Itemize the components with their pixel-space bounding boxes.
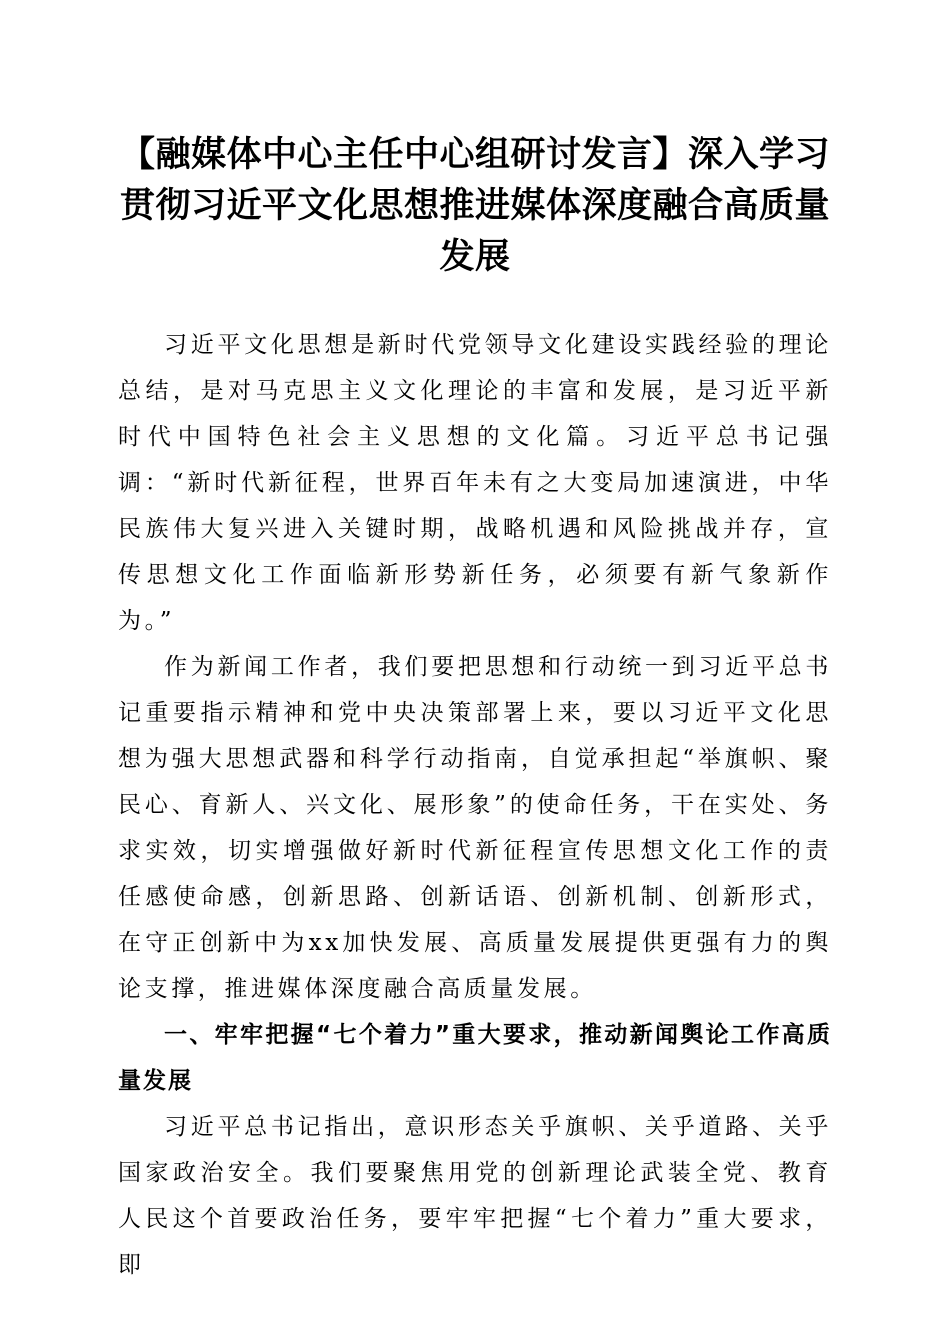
document-body [118, 322, 832, 1288]
body-paragraph-intro: 习近平文化思想是新时代党领导文化建设实践经验的理论总结，是对马克思主义文化理论的丰富和发展，是习近平新时代中国特色社会主义思想的文化篇。习近平总书记强调：“新时代新征程，世界百年未有之大变局加速演进，中华民族伟大复兴进入关键时期，战略机遇和风险挑战并存，宣传思想文化工作面临新形势新任务，必须要有新气象新作为。” [118, 332, 832, 634]
document-title: 【融媒体中心主任中心组研讨发言】深入学习贯彻习近平文化思想推进媒体深度融合高质量发展 [119, 135, 830, 277]
body-paragraph-journalist-duty: 作为新闻工作者，我们要把思想和行动统一到习近平总书记重要指示精神和党中央决策部署上来，要以习近平文化思想为强大思想武器和科学行动指南，自觉承担起“举旗帜、聚民心、育新人、兴文化、展形象”的使命任务，干在实处、务求实效，切实增强做好新时代新征程宣传思想文化工作的责任感使命感，创新思路、创新话语、创新机制、创新形式，在守正创新中为xx加快发展、高质量发展提供更强有力的舆论支撑，推进媒体深度融合高质量发展。 [118, 654, 832, 1002]
section-one-paragraph: 习近平总书记指出，意识形态关乎旗帜、关乎道路、关乎国家政治安全。我们要聚焦用党的创新理论武装全党、教育人民这个首要政治任务，要牢牢把握“七个着力”重大要求，即 [118, 1114, 832, 1278]
section-heading-one: 一、牢牢把握“七个着力”重大要求，推动新闻舆论工作高质量发展 [118, 1022, 832, 1094]
